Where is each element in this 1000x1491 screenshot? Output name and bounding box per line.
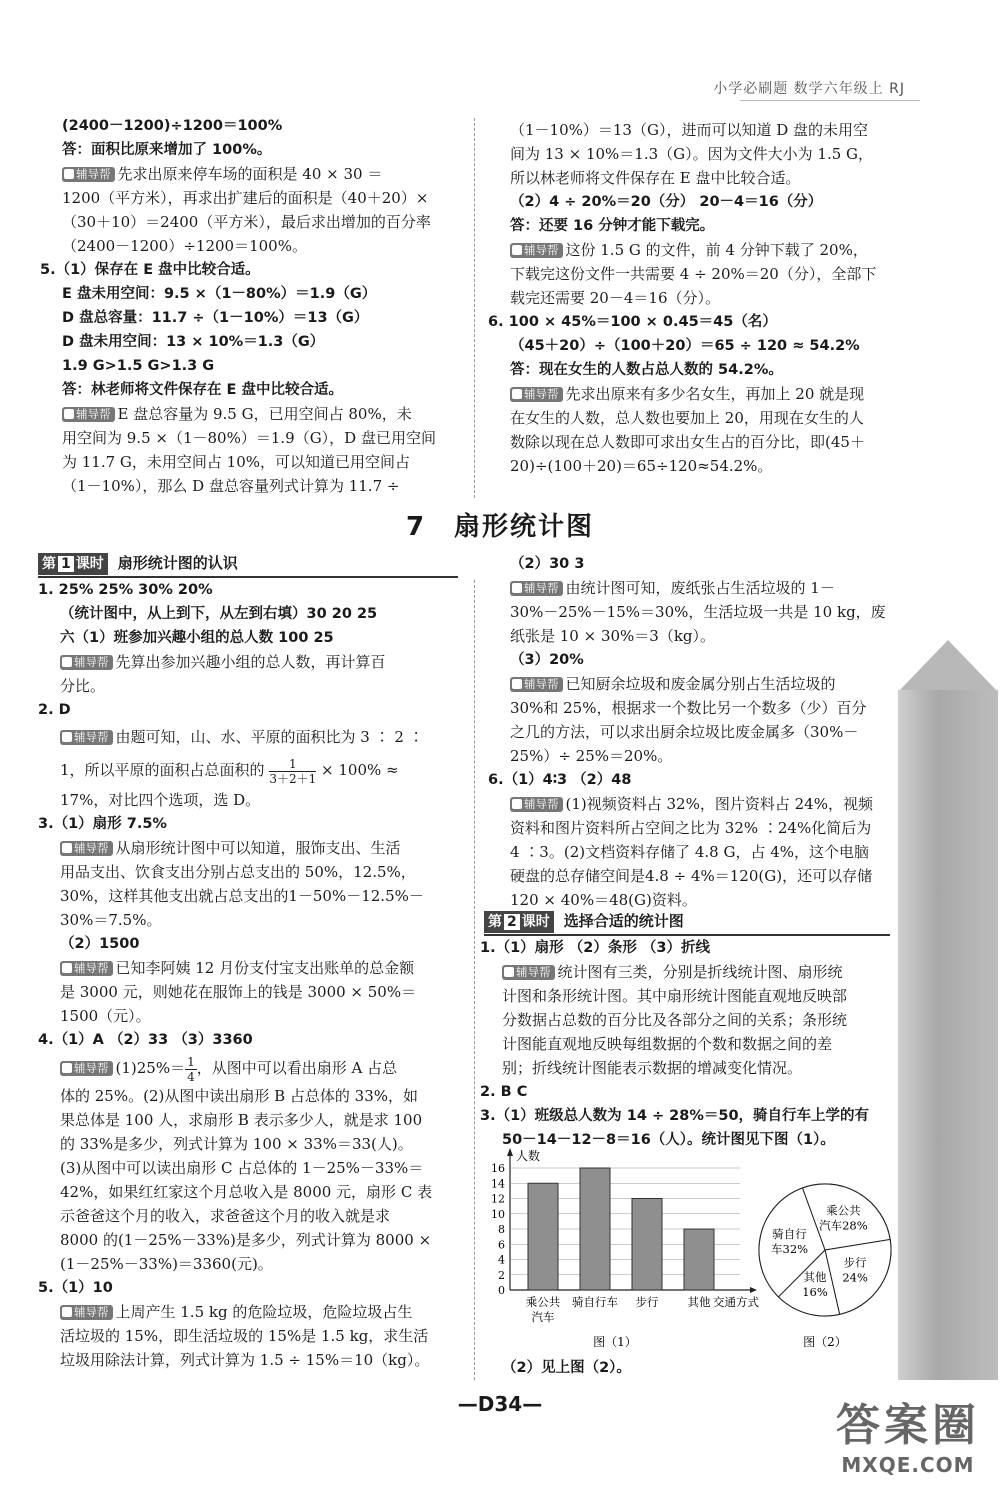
explanation-line: 由统计图可知，废纸张占生活垃圾的 1－: [565, 579, 835, 597]
explanation-line: 上周产生 1.5 kg 的危险垃圾，危险垃圾占生: [115, 1303, 413, 1321]
helper-icon: [512, 389, 522, 399]
pie-chart: [759, 1184, 891, 1349]
column-divider-bottom: [474, 580, 475, 1380]
y-tick-label: 0: [498, 1284, 505, 1297]
explanation-line: 30%－25%－15%＝30%，生活垃圾一共是 10 kg，废: [510, 603, 886, 621]
explanation-line: (3)从图中可以读出扇形 C 占总体的 1－25%－33%＝: [60, 1159, 424, 1177]
explanation-line: 数除以现在总人数即可求出女生占的百分比，即(45＋: [510, 433, 865, 451]
decorative-stripe: [898, 690, 998, 1380]
top-right-column: [488, 118, 908, 478]
x-tick-label: 其他: [687, 1295, 711, 1309]
helper-icon: [62, 843, 72, 853]
y-tick-label: 12: [491, 1192, 505, 1206]
helper-icon: [512, 679, 522, 689]
pie-label: 车32%: [771, 1242, 809, 1257]
pie-label: 骑自行: [772, 1227, 807, 1242]
explanation-line: 垃圾用除法计算，列式计算为 1.5 ÷ 15%＝10（kg）。: [60, 1351, 430, 1369]
explanation-line: 4 ∶3。(2)文档资料存储了 4.8 G，占 4%，这个电脑: [510, 843, 870, 861]
explanation-line: 硬盘的总存储空间是4.8 ÷ 4%＝120(G)，还可以存储: [510, 867, 873, 885]
explanation-line: 1200（平方米），再求出扩建后的面积是（40＋20）×: [62, 189, 429, 207]
lesson-badge: 第 1 课时: [38, 553, 108, 575]
answer-line: （45＋20）÷（100＋20）＝65 ÷ 120 ≈ 54.2%: [510, 338, 860, 354]
chart-answer: [480, 1356, 880, 1380]
section-title: [0, 506, 1000, 543]
explanation-line: 为 11.7 G，未用空间占 10%，可以知道已用空间占: [62, 453, 411, 471]
helper-icon: [64, 169, 74, 179]
lesson-heading-1: [38, 552, 458, 578]
explanation-line: 示爸爸这个月的收入，求爸爸这个月的收入就是求: [60, 1207, 391, 1225]
bar: [580, 1168, 610, 1290]
lesson2-column: [480, 936, 900, 1152]
answer-line: 答：还要 16 分钟才能下载完。: [510, 218, 715, 234]
helper-icon: [512, 583, 522, 593]
fraction: $\frac{1}{3+2+1}$: [269, 756, 317, 786]
y-tick-label: 2: [498, 1268, 505, 1282]
answer-line: 六（1）班参加兴趣小组的总人数 100 25: [60, 630, 334, 646]
helper-icon: [512, 245, 522, 255]
explanation-line: 计图能直观地反映每组数据的个数和数据之间的差: [502, 1035, 833, 1053]
answer-line: D 盘总容量：11.7 ÷（1－10%）＝13（G）: [62, 310, 369, 326]
pie-label: 步行: [843, 1255, 867, 1270]
x-axis-arrow: [750, 1287, 757, 1293]
helper-icon: [512, 799, 522, 809]
answer-line: 1.9 G>1.5 G>1.3 G: [62, 358, 215, 374]
answer-line: 1. 25% 25% 30% 20%: [38, 582, 213, 598]
helper-badge: 辅导帮: [510, 581, 563, 596]
explanation-line: 计图和条形统计图。其中扇形统计图能直观地反映部: [502, 987, 848, 1005]
answer-line: 1.（1）扇形 （2）条形 （3）折线: [480, 940, 710, 956]
explanation-line: （1－10%）＝13（G），进而可以知道 D 盘的未用空: [510, 121, 869, 139]
answer-line: 50－14－12－8＝16（人）。统计图见下图（1）。: [502, 1132, 835, 1148]
answer-line: 2. B C: [480, 1084, 528, 1100]
explanation-line: 先算出参加兴趣小组的总人数，再计算百: [115, 653, 386, 671]
helper-badge: 辅导帮: [60, 730, 113, 745]
explanation-line: 下载完这份文件一共需要 4 ÷ 20%＝20（分），全部下: [510, 265, 877, 283]
answer-line: D 盘未用空间：13 × 10%＝1.3（G）: [62, 334, 325, 350]
answer-line: 答：面积比原来增加了 100%。: [62, 142, 272, 158]
helper-badge: 辅导帮: [62, 407, 115, 422]
answer-line: (2400－1200)÷1200＝100%: [62, 118, 283, 134]
chart-caption: 图（1）: [593, 1335, 637, 1349]
explanation-line: 在女生的人数，总人数也要加上 20，用现在女生的人: [510, 409, 864, 427]
explanation-line: (1)视频资料占 32%，图片资料占 24%，视频: [565, 795, 873, 813]
explanation-line: 1，所以平原的面积占总面积的: [60, 761, 265, 779]
answer-line: 3.（1）扇形 7.5%: [38, 816, 167, 832]
explanation-line: 1500（元）。: [60, 1007, 151, 1025]
y-tick-label: 10: [491, 1207, 505, 1221]
answer-line: 2. D: [38, 702, 71, 718]
explanation-line: 从扇形统计图中可以知道，服饰支出、生活: [115, 839, 401, 857]
y-axis-arrow: [507, 1148, 513, 1156]
explanation-line: 是 3000 元，则她花在服饰上的钱是 3000 × 50%＝: [60, 983, 417, 1001]
answer-line: （2）1500: [60, 936, 140, 952]
explanation-line: 统计图有三类，分别是折线统计图、扇形统: [557, 963, 843, 981]
helper-icon: [504, 967, 514, 977]
explanation-line: 已知厨余垃圾和废金属分别占生活垃圾的: [565, 675, 836, 693]
header-rule: [740, 100, 920, 101]
helper-badge: 辅导帮: [60, 655, 113, 670]
helper-badge: 辅导帮: [60, 1061, 113, 1076]
y-tick-label: 4: [498, 1253, 505, 1267]
explanation-line: (1)25%＝: [115, 1059, 186, 1077]
explanation-line: 先求出原来有多少名女生，再加上 20 就是现: [565, 385, 865, 403]
pie-label: 24%: [842, 1270, 868, 1285]
top-left-column: [40, 114, 465, 498]
explanation-line: （2400－1200）÷1200＝100%。: [62, 237, 307, 255]
bottom-left-column: [38, 578, 468, 1372]
explanation-line: 活垃圾的 15%，即生活垃圾的 15%是 1.5 kg，求生活: [60, 1327, 429, 1345]
fraction: $\frac{1}{4}$: [187, 1054, 195, 1084]
explanation-line: 资料和图片资料所占空间之比为 32% ∶24%化简后为: [510, 819, 872, 837]
explanation-line: 分比。: [60, 677, 106, 695]
explanation-line: 间为 13 × 10%＝1.3（G）。因为文件大小为 1.5 G，: [510, 145, 874, 163]
lesson-title: 扇形统计图的认识: [117, 554, 238, 572]
explanation-line: 用品支出、饮食支出分别占总支出的 50%，12.5%，: [60, 863, 416, 881]
answer-line: （统计图中，从上到下，从左到右填）30 20 25: [60, 606, 378, 622]
x-tick-label: 乘公共: [525, 1295, 561, 1309]
answer-line: （2）4 ÷ 20%＝20（分） 20－4＝16（分）: [510, 194, 823, 210]
helper-icon: [62, 732, 72, 742]
bar-chart: [491, 1148, 759, 1349]
answer-line: （3）20%: [510, 652, 584, 668]
explanation-line: 30%，这样其他支出就占总支出的1－50%－12.5%－: [60, 887, 424, 905]
helper-badge: 辅导帮: [510, 243, 563, 258]
x-axis-label: 交通方式: [713, 1295, 759, 1309]
explanation-line: 纸张是 10 × 30%＝3（kg）。: [510, 627, 716, 645]
explanation-line: 由题可知，山、水、平原的面积比为 3 ∶ 2 ∶: [115, 728, 424, 746]
section-name: 扇形统计图: [454, 512, 595, 542]
answer-line: （2）见上图（2）。: [502, 1360, 631, 1376]
column-divider-top: [474, 118, 475, 498]
answer-line: 3.（1）班级总人数为 14 ÷ 28%＝50，骑自行车上学的有: [480, 1108, 870, 1124]
explanation-line: 体的 25%。(2)从图中读出扇形 B 占总体的 33%，如: [60, 1087, 419, 1105]
explanation-line: E 盘总容量为 9.5 G，已用空间占 80%，未: [117, 405, 412, 423]
x-tick-label: 汽车: [531, 1310, 555, 1324]
helper-badge: 辅导帮: [502, 965, 555, 980]
helper-icon: [64, 409, 74, 419]
explanation-line: 30%＝7.5%。: [60, 911, 162, 929]
bottom-right-column: [488, 552, 898, 912]
pie-label: 汽车28%: [819, 1218, 868, 1233]
helper-badge: 辅导帮: [510, 797, 563, 812]
explanation-line: × 100% ≈: [321, 761, 399, 779]
page-number: —D34—: [457, 1392, 543, 1416]
explanation-line: 先求出原来停车场的面积是 40 × 30 ＝: [117, 165, 383, 183]
answer-line: E 盘未用空间：9.5 ×（1－80%）＝1.9（G）: [62, 286, 377, 302]
helper-badge: 辅导帮: [60, 1305, 113, 1320]
explanation-line: 别；折线统计图能表示数据的增减变化情况。: [502, 1059, 803, 1077]
lesson-heading-2: [484, 910, 890, 936]
y-tick-label: 16: [491, 1162, 505, 1175]
explanation-line: （30＋10）＝2400（平方米），最后求出增加的百分率: [62, 213, 431, 231]
decorative-stripe-tip: [898, 640, 998, 692]
explanation-line: （1－10%），那么 D 盘总容量列式计算为 11.7 ÷: [62, 477, 400, 495]
answer-line: 答：林老师将文件保存在 E 盘中比较合适。: [62, 382, 343, 398]
helper-icon: [62, 963, 72, 973]
answer-line: 5.（1）保存在 E 盘中比较合适。: [40, 262, 260, 278]
answer-line: 答：现在女生的人数占总人数的 54.2%。: [510, 362, 783, 378]
answer-line: 6.（1）4∶3 （2）48: [488, 772, 632, 788]
y-tick-label: 14: [491, 1177, 505, 1191]
helper-badge: 辅导帮: [510, 677, 563, 692]
lesson-title: 选择合适的统计图: [563, 912, 684, 930]
explanation-line: 果总体是 100 人，求扇形 B 表示多少人，就是求 100: [60, 1111, 423, 1129]
running-header: 小学必刷题 数学六年级上 RJ: [713, 81, 905, 97]
explanation-line: 的 33%是多少，列式计算为 100 × 33%＝33(人)。: [60, 1135, 413, 1153]
answer-line: 4.（1）A （2）33 （3）3360: [38, 1032, 253, 1048]
answer-line: （2）30 3: [510, 556, 585, 572]
helper-badge: 辅导帮: [62, 167, 115, 182]
x-tick-label: 骑自行车: [572, 1295, 618, 1309]
explanation-line: 20)÷(100＋20)＝65÷120≈54.2%。: [510, 457, 773, 475]
explanation-line: 已知李阿姨 12 月份支付宝支出账单的总金额: [115, 959, 415, 977]
charts-area: [480, 1140, 900, 1362]
answer-line: 6. 100 × 45%＝100 × 0.45＝45（名）: [488, 314, 777, 330]
explanation-line: 25%）÷ 25%＝20%。: [510, 747, 673, 765]
pie-label: 16%: [802, 1284, 828, 1299]
explanation-line: 42%，如果红红家这个月总收入是 8000 元，扇形 C 表: [60, 1183, 433, 1201]
explanation-line: 120 × 40%＝48(G)资料。: [510, 891, 697, 909]
explanation-line: 30%和 25%，根据求一个数比另一个数多（少）百分: [510, 699, 867, 717]
helper-badge: 辅导帮: [60, 961, 113, 976]
section-number: 7: [405, 512, 427, 542]
explanation-line: 这份 1.5 G 的文件，前 4 分钟下载了 20%，: [565, 241, 868, 259]
bar: [528, 1183, 558, 1290]
explanation-line: 之几的方法，可以求出厨余垃圾比废金属多（30%－: [510, 723, 859, 741]
lesson-badge: 第 2 课时: [484, 911, 554, 933]
y-axis-label: 人数: [516, 1149, 541, 1163]
answer-line: 5.（1）10: [38, 1280, 113, 1296]
bar: [684, 1229, 714, 1290]
bar: [632, 1199, 662, 1291]
helper-icon: [62, 1063, 72, 1073]
x-tick-label: 步行: [635, 1295, 659, 1309]
chart-caption: 图（2）: [803, 1335, 847, 1349]
explanation-line: (1－25%－33%)＝3360(元)。: [60, 1255, 273, 1273]
helper-badge: 辅导帮: [510, 387, 563, 402]
y-tick-label: 6: [498, 1238, 505, 1252]
explanation-line: 所以林老师将文件保存在 E 盘中比较合适。: [510, 169, 801, 187]
helper-icon: [62, 657, 72, 667]
explanation-line: 用空间为 9.5 ×（1－80%）＝1.9（G），D 盘已用空间: [62, 429, 436, 447]
explanation-line: 分数据占总数的百分比及各部分之间的关系；条形统: [502, 1011, 848, 1029]
explanation-line: 8000 的(1－25%－33%)是多少，列式计算为 8000 ×: [60, 1231, 432, 1249]
explanation-line: 17%，对比四个选项，选 D。: [60, 791, 261, 809]
pie-label: 其他: [803, 1269, 827, 1284]
explanation-line: 载完还需要 20－4＝16（分）。: [510, 289, 720, 307]
helper-badge: 辅导帮: [60, 841, 113, 856]
site-watermark: 答案圈 MXQE.COM: [836, 1400, 980, 1477]
explanation-line: ，从图中可以看出扇形 A 占总: [196, 1059, 398, 1077]
helper-icon: [62, 1307, 72, 1317]
y-tick-label: 8: [498, 1223, 505, 1236]
pie-label: 乘公共: [826, 1203, 861, 1218]
